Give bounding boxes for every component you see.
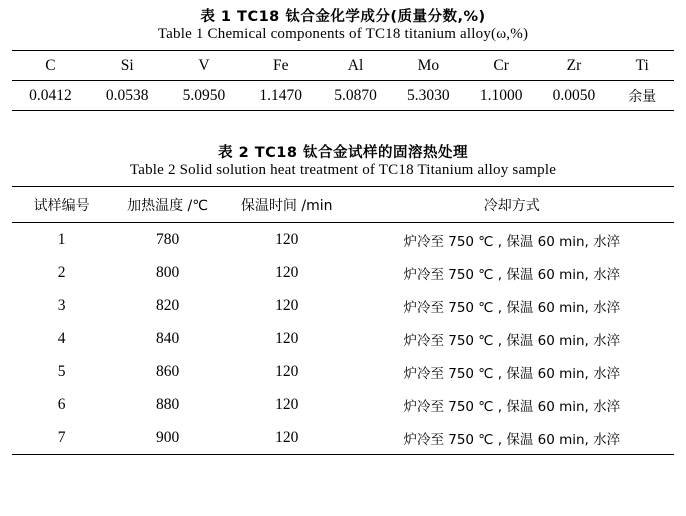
table-1-header-cell: Si [120, 57, 134, 74]
table-2-cell: 120 [275, 363, 299, 380]
table-2-cell: 炉冷至 750 ℃ , 保温 60 min, 水淬 [403, 234, 621, 250]
table-1-cell: 0.0050 [552, 87, 596, 104]
table-1-header-cell: Al [347, 57, 364, 74]
table-2-cell: 7 [57, 429, 66, 446]
table-1-header-row [12, 51, 674, 81]
table-1-caption-cn: 表 1 TC18 钛合金化学成分(质量分数,%) [200, 9, 486, 25]
table-1-cell: 1.1470 [259, 87, 303, 104]
table-2-header-row [12, 187, 674, 223]
table-2-cell: 5 [57, 363, 66, 380]
table-row [12, 388, 674, 421]
table-row [12, 289, 674, 322]
table-1-header-cell: C [45, 57, 56, 74]
table-2-caption-en: Table 2 Solid solution heat treatment of TC18 Titanium alloy sample [129, 162, 557, 178]
table-1-cell: 0.0412 [29, 87, 72, 104]
table-1-header-cell: V [198, 57, 210, 74]
table-1-header-cell: Cr [493, 57, 509, 74]
table-2-cell: 860 [155, 363, 180, 380]
table-2-cell: 820 [155, 297, 180, 314]
table-row [12, 256, 674, 289]
table-2-cell: 880 [155, 396, 180, 413]
table-1-cell: 1.1000 [479, 87, 523, 104]
table-2-cell: 炉冷至 750 ℃ , 保温 60 min, 水淬 [403, 333, 621, 349]
table-1-header-cell: Fe [272, 57, 289, 74]
table-2-cell: 840 [155, 330, 180, 347]
table-row [12, 322, 674, 355]
table-1-cell: 5.3030 [407, 87, 450, 104]
table-2-cell: 120 [275, 396, 299, 413]
table-2-cell: 900 [155, 429, 180, 446]
table-row [12, 421, 674, 455]
table-1 [12, 50, 674, 111]
table-2-cell: 120 [275, 429, 299, 446]
table-2-cell: 炉冷至 750 ℃ , 保温 60 min, 水淬 [403, 432, 621, 448]
table-row [12, 81, 674, 111]
table-2-cell: 炉冷至 750 ℃ , 保温 60 min, 水淬 [403, 267, 621, 283]
table-2-cell: 800 [155, 264, 180, 281]
table-2-cell: 炉冷至 750 ℃ , 保温 60 min, 水淬 [403, 366, 621, 382]
table-2-header-cell: 加热温度 /℃ [127, 198, 208, 214]
table-1-cell: 0.0538 [105, 87, 149, 104]
table-row [12, 355, 674, 388]
table-1-cell: 5.0950 [182, 87, 226, 104]
table-1-caption-en: Table 1 Chemical components of TC18 titanium alloy(ω,%) [157, 26, 529, 42]
table-row [12, 223, 674, 257]
table-2-cell: 1 [57, 231, 66, 248]
table-2-cell: 780 [155, 231, 180, 248]
table-1-cell: 5.0870 [334, 87, 377, 104]
table-1-header-cell: Mo [417, 57, 440, 74]
table-2-cell: 120 [275, 297, 299, 314]
table-2-block [12, 141, 674, 455]
table-2-header-cell: 试样编号 [33, 198, 90, 214]
table-1-block [12, 0, 674, 111]
table-2-body [12, 223, 674, 455]
table-2-header-cell: 冷却方式 [483, 198, 540, 214]
table-2-cell: 120 [275, 330, 299, 347]
table-2-cell: 120 [275, 264, 299, 281]
table-2-cell: 炉冷至 750 ℃ , 保温 60 min, 水淬 [403, 399, 621, 415]
table-2-cell: 3 [57, 297, 66, 314]
table-2 [12, 186, 674, 455]
table-2-cell: 120 [275, 231, 299, 248]
table-2-header-cell: 保温时间 /min [240, 198, 333, 214]
table-2-cell: 2 [57, 264, 66, 281]
table-1-header-cell: Zr [566, 57, 582, 74]
table-1-header-cell: Ti [635, 57, 649, 74]
table-2-caption-cn: 表 2 TC18 钛合金试样的固溶热处理 [218, 145, 468, 161]
table-2-cell: 炉冷至 750 ℃ , 保温 60 min, 水淬 [403, 300, 621, 316]
table-1-cell: 余量 [628, 89, 657, 105]
table-2-cell: 4 [57, 330, 66, 347]
table-2-cell: 6 [57, 396, 66, 413]
